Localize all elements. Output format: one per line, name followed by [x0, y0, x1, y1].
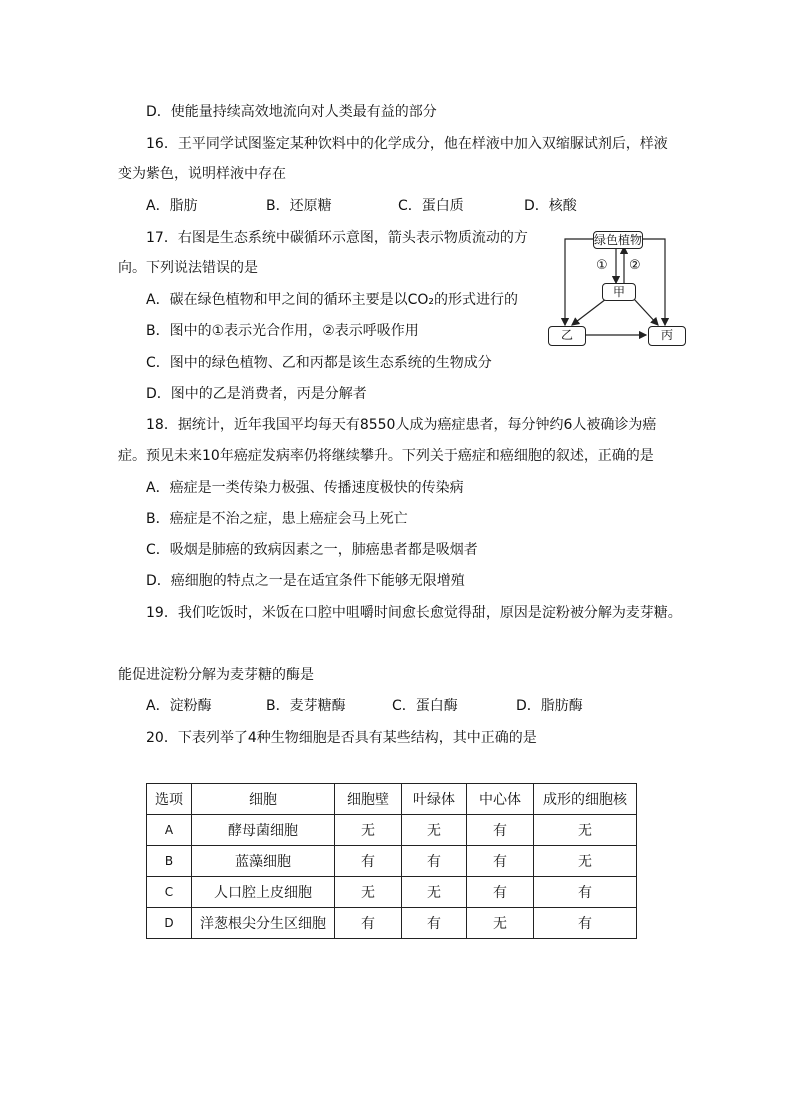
table-cell: 无 [335, 815, 402, 846]
table-header-cell: 细胞壁 [335, 784, 402, 815]
q18-option-b: B．癌症是不治之症，患上癌症会马上死亡 [146, 511, 408, 527]
arrow-1-label: ① [596, 258, 608, 273]
q16-stem-line1: 16．王平同学试图鉴定某种饮料中的化学成分，他在样液中加入双缩脲试剂后，样液 [146, 136, 668, 152]
table-cell: 无 [534, 815, 637, 846]
table-cell: 有 [467, 815, 534, 846]
table-cell: 无 [335, 877, 402, 908]
q16-option-d: D．核酸 [524, 198, 577, 214]
table-header-cell: 叶绿体 [402, 784, 467, 815]
q18-stem-line1: 18．据统计，近年我国平均每天有8550人成为癌症患者，每分钟约6人被确诊为癌 [146, 417, 657, 433]
table-cell: 有 [534, 877, 637, 908]
jia-node: 甲 [602, 283, 636, 301]
q16-option-c: C．蛋白质 [398, 198, 464, 214]
bing-node: 丙 [648, 326, 686, 346]
table-cell: 有 [335, 908, 402, 939]
yi-node: 乙 [548, 326, 586, 346]
table-cell: D [147, 908, 192, 939]
table-cell: 酵母菌细胞 [192, 815, 335, 846]
q18-option-c: C．吸烟是肺癌的致病因素之一，肺癌患者都是吸烟者 [146, 542, 478, 558]
table-cell: B [147, 846, 192, 877]
table-cell: 有 [402, 908, 467, 939]
q17-stem-line1: 17．右图是生态系统中碳循环示意图，箭头表示物质流动的方 [146, 230, 528, 246]
table-cell: 有 [534, 908, 637, 939]
q16-option-b: B．还原糖 [266, 198, 332, 214]
table-header-cell: 细胞 [192, 784, 335, 815]
q18-option-d: D．癌细胞的特点之一是在适宜条件下能够无限增殖 [146, 573, 465, 589]
table-cell: 有 [402, 846, 467, 877]
q19-option-d: D．脂肪酶 [516, 698, 583, 714]
q17-option-a: A．碳在绿色植物和甲之间的循环主要是以CO₂的形式进行的 [146, 292, 518, 308]
table-cell: 无 [467, 908, 534, 939]
table-row [147, 908, 637, 939]
q19-stem-line1: 19．我们吃饭时，米饭在口腔中咀嚼时间愈长愈觉得甜，原因是淀粉被分解为麦芽糖。 [146, 605, 682, 621]
q15-option-d: D．使能量持续高效地流向对人类最有益的部分 [146, 104, 437, 120]
table-header-cell: 成形的细胞核 [534, 784, 637, 815]
table-header-cell: 选项 [147, 784, 192, 815]
table-cell: 洋葱根尖分生区细胞 [192, 908, 335, 939]
table-cell: 有 [335, 846, 402, 877]
q17-option-b: B．图中的①表示光合作用，②表示呼吸作用 [146, 323, 419, 339]
table-cell: 人口腔上皮细胞 [192, 877, 335, 908]
carbon-cycle-diagram [540, 225, 690, 350]
q16-option-a: A．脂肪 [146, 198, 198, 214]
table-cell: 无 [534, 846, 637, 877]
q19-option-c: C．蛋白酶 [392, 698, 458, 714]
table-row [147, 877, 637, 908]
q18-option-a: A．癌症是一类传染力极强、传播速度极快的传染病 [146, 480, 464, 496]
table-cell: A [147, 815, 192, 846]
q17-stem-line2: 向。下列说法错误的是 [118, 260, 258, 276]
q19-stem-line2: 能促进淀粉分解为麦芽糖的酶是 [118, 667, 314, 683]
table-cell: C [147, 877, 192, 908]
q19-option-b: B．麦芽糖酶 [266, 698, 346, 714]
table-header-cell: 中心体 [467, 784, 534, 815]
q17-option-c: C．图中的绿色植物、乙和丙都是该生态系统的生物成分 [146, 355, 492, 371]
arrow-2-label: ② [629, 258, 641, 273]
table-row [147, 846, 637, 877]
table-cell: 有 [467, 877, 534, 908]
table-header-row [147, 784, 637, 815]
green-plant-node: 绿色植物 [594, 233, 643, 247]
table-cell: 无 [402, 815, 467, 846]
q19-option-a: A．淀粉酶 [146, 698, 212, 714]
table-row [147, 815, 637, 846]
q17-option-d: D．图中的乙是消费者，丙是分解者 [146, 386, 367, 402]
table-cell: 有 [467, 846, 534, 877]
q20-stem: 20．下表列举了4种生物细胞是否具有某些结构，其中正确的是 [146, 730, 537, 746]
q16-stem-line2: 变为紫色，说明样液中存在 [118, 166, 286, 182]
table-cell: 蓝藻细胞 [192, 846, 335, 877]
q18-stem-line2: 症。预见未来10年癌症发病率仍将继续攀升。下列关于癌症和癌细胞的叙述，正确的是 [118, 448, 654, 464]
table-cell: 无 [402, 877, 467, 908]
cell-structure-table [146, 783, 637, 939]
